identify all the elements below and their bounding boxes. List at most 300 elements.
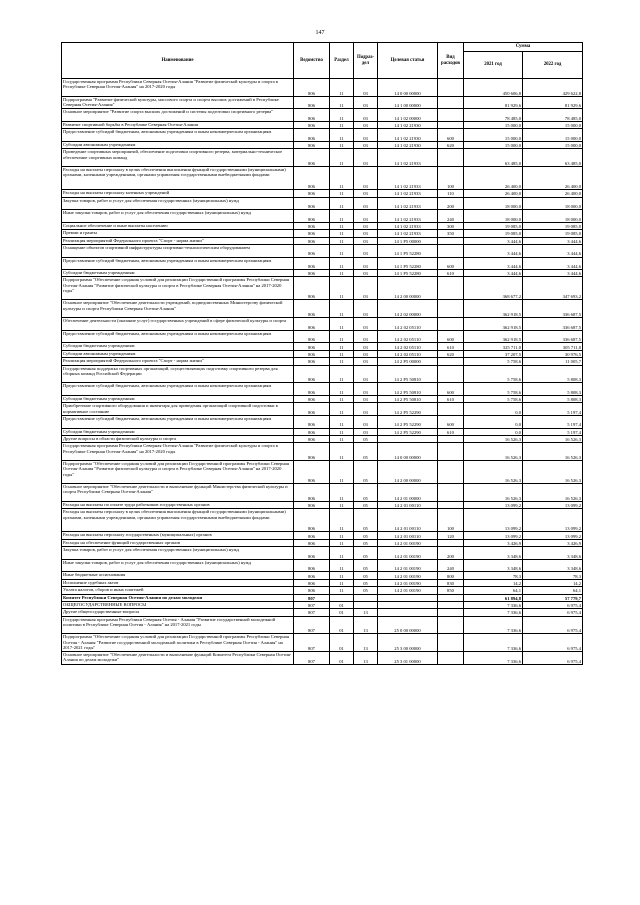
cell-target: 14 2 01 00110 [378, 532, 438, 539]
cell-exptype: 200 [438, 547, 464, 560]
cell-ministry: 806 [294, 270, 330, 277]
cell-ministry: 806 [294, 383, 330, 396]
cell-2021: 26 400,0 [464, 167, 523, 190]
cell-ministry: 806 [294, 121, 330, 128]
cell-target: 14 0 00 00000 [378, 443, 438, 461]
cell-2022: 429 622,8 [523, 79, 583, 97]
cell-section: 11 [330, 149, 354, 167]
cell-2021: 325 711,0 [464, 343, 523, 350]
cell-target: 14 2 P5 50810 [378, 396, 438, 403]
table-row [62, 484, 583, 502]
cell-name: Субсидии бюджетным учреждениям [62, 396, 294, 403]
header-2021: 2021 год [464, 52, 523, 79]
cell-subsection: 03 [354, 96, 378, 109]
cell-subsection: 05 [354, 579, 378, 586]
cell-target: 14 2 P5 50810 [378, 383, 438, 396]
cell-subsection: 03 [354, 129, 378, 142]
cell-2021: 64,1 [464, 587, 523, 594]
cell-ministry: 806 [294, 190, 330, 197]
cell-2021: 362 918,5 [464, 300, 523, 318]
cell-section: 11 [330, 109, 354, 122]
table-row [62, 197, 583, 210]
table-row [62, 547, 583, 560]
cell-2021: 78,3 [464, 572, 523, 579]
cell-subsection: 03 [354, 230, 378, 237]
cell-ministry: 806 [294, 79, 330, 97]
cell-2022: 6 975,4 [523, 616, 583, 634]
cell-section: 11 [330, 396, 354, 403]
header-target: Целевая статья [378, 43, 438, 79]
cell-ministry: 806 [294, 484, 330, 502]
cell-section: 11 [330, 428, 354, 435]
cell-subsection: 05 [354, 532, 378, 539]
cell-exptype [438, 277, 464, 300]
cell-2022: 18 000,0 [523, 197, 583, 210]
cell-subsection: 03 [354, 277, 378, 300]
table-row [62, 343, 583, 350]
cell-section: 11 [330, 79, 354, 97]
cell-name: Проведение спортивных мероприятий, обеспечение подготовки спортивного резерва, материально-техническое обеспечение спортивных команд [62, 149, 294, 167]
cell-2021: 13 099,2 [464, 501, 523, 508]
cell-2022: 15 000,0 [523, 129, 583, 142]
cell-section: 11 [330, 96, 354, 109]
cell-2022: 5 197,4 [523, 428, 583, 435]
cell-name: Приобретение спортивного оборудования и инвентаря для приведения организаций спортивной подготовки в нормативное состояние [62, 403, 294, 416]
cell-section: 11 [330, 350, 354, 357]
cell-exptype: 240 [438, 559, 464, 572]
cell-2022: 15 000,0 [523, 141, 583, 148]
table-row [62, 587, 583, 594]
table-row [62, 572, 583, 579]
cell-2021: 81 929,6 [464, 96, 523, 109]
cell-exptype [438, 237, 464, 244]
cell-exptype: 100 [438, 167, 464, 190]
cell-subsection: 05 [354, 559, 378, 572]
cell-section: 01 [330, 609, 354, 616]
cell-2022: 336 687,5 [523, 318, 583, 331]
cell-section: 11 [330, 197, 354, 210]
cell-2022: 78 485,0 [523, 109, 583, 122]
cell-section: 11 [330, 501, 354, 508]
cell-2021: 13 099,2 [464, 532, 523, 539]
cell-subsection: 05 [354, 587, 378, 594]
cell-2022: 13 099,2 [523, 509, 583, 532]
cell-ministry: 806 [294, 222, 330, 229]
cell-exptype: 600 [438, 330, 464, 343]
cell-target: 14 2 02 05110 [378, 318, 438, 331]
cell-section: 11 [330, 572, 354, 579]
cell-exptype [438, 501, 464, 508]
table-row [62, 559, 583, 572]
cell-2022: 5 808,3 [523, 383, 583, 396]
cell-ministry: 806 [294, 141, 330, 148]
cell-exptype [438, 443, 464, 461]
cell-name: Подпрограмма "Обеспечение создания условий для реализации Государственной программы Республики Северная Осетия - Алания "Развитие государственной молодежной политики в Республике Северная Осетия - Алания" на 2017-2021 годы" [62, 634, 294, 652]
cell-subsection: 03 [354, 383, 378, 396]
cell-2021: 78 485,0 [464, 109, 523, 122]
cell-name: Реализация мероприятий Федерального проекта "Спорт - норма жизни" [62, 358, 294, 365]
table-row [62, 277, 583, 300]
cell-ministry: 807 [294, 601, 330, 608]
cell-subsection: 03 [354, 403, 378, 416]
cell-exptype [438, 365, 464, 383]
table-row [62, 358, 583, 365]
cell-ministry: 806 [294, 210, 330, 223]
cell-ministry: 806 [294, 365, 330, 383]
cell-target: 14 2 01 00190 [378, 559, 438, 572]
cell-section: 11 [330, 277, 354, 300]
cell-ministry: 806 [294, 547, 330, 560]
cell-exptype [438, 609, 464, 616]
cell-target: 14 1 02 21930 [378, 141, 438, 148]
cell-section: 11 [330, 318, 354, 331]
cell-2021: 3 444,6 [464, 270, 523, 277]
cell-target: 14 2 P5 50810 [378, 365, 438, 383]
cell-2021: 16 526,3 [464, 461, 523, 484]
cell-name: Субсидии автономным учреждениям [62, 141, 294, 148]
cell-subsection: 03 [354, 257, 378, 270]
cell-target: 14 2 02 05110 [378, 330, 438, 343]
cell-exptype: 300 [438, 222, 464, 229]
cell-name: Расходы на выплаты персоналу в целях обеспечения выполнения функций государственными (муниципальными) органами, казенными учреждениями, органами управления государственными внебюджетными фондами [62, 509, 294, 532]
cell-2022: 347 693,2 [523, 277, 583, 300]
cell-exptype [438, 358, 464, 365]
cell-ministry: 806 [294, 197, 330, 210]
cell-section: 11 [330, 129, 354, 142]
table-row [62, 109, 583, 122]
table-row [62, 300, 583, 318]
cell-exptype [438, 403, 464, 416]
cell-exptype: 610 [438, 396, 464, 403]
cell-target: 14 2 P5 00000 [378, 358, 438, 365]
cell-2022: 26 400,0 [523, 167, 583, 190]
table-row [62, 318, 583, 331]
cell-name: Государственная программа Республики Северная Осетия-Алания "Развитие физической культуры и спорта в Республике Северная Осетия-Алания" на 2017-2020 годы [62, 443, 294, 461]
cell-exptype: 610 [438, 428, 464, 435]
cell-section: 11 [330, 230, 354, 237]
cell-section: 11 [330, 141, 354, 148]
cell-exptype [438, 96, 464, 109]
cell-exptype: 600 [438, 129, 464, 142]
cell-exptype [438, 616, 464, 634]
cell-name: Субсидии бюджетным учреждениям [62, 428, 294, 435]
cell-2022: 3 348,6 [523, 547, 583, 560]
cell-subsection: 03 [354, 270, 378, 277]
cell-section: 11 [330, 167, 354, 190]
cell-subsection: 03 [354, 222, 378, 229]
cell-2021: 368 677,2 [464, 277, 523, 300]
cell-2022: 6 975,4 [523, 634, 583, 652]
cell-target: 14 1 P5 52280 [378, 270, 438, 277]
cell-name: Закупка товаров, работ и услуг для обеспечения государственных (муниципальных) нужд [62, 197, 294, 210]
header-subsection: Подраз-дел [354, 43, 378, 79]
cell-section: 11 [330, 403, 354, 416]
cell-section: 11 [330, 547, 354, 560]
cell-subsection: 03 [354, 330, 378, 343]
cell-2021: 450 606,8 [464, 79, 523, 97]
cell-exptype: 830 [438, 579, 464, 586]
cell-2021: 5 758,6 [464, 383, 523, 396]
cell-target: 14 0 00 00000 [378, 79, 438, 97]
table-row [62, 167, 583, 190]
cell-2021: 3 348,6 [464, 559, 523, 572]
cell-2021: 362 918,5 [464, 330, 523, 343]
cell-section: 11 [330, 443, 354, 461]
cell-section: 11 [330, 587, 354, 594]
cell-section: 11 [330, 484, 354, 502]
cell-2022: 16 526,3 [523, 461, 583, 484]
cell-target: 14 2 02 05110 [378, 343, 438, 350]
cell-2021: 15 000,0 [464, 129, 523, 142]
cell-section: 11 [330, 343, 354, 350]
cell-2022: 6 975,4 [523, 652, 583, 665]
cell-target: 25 0 00 00000 [378, 616, 438, 634]
cell-name: Реализация мероприятий Федерального проекта "Спорт - норма жизни" [62, 237, 294, 244]
cell-name: Государственная программа Республики Северная Осетия - Алания "Развитие государственной молодежной политики в Республике Северная Осетия - Алания" на 2017-2021 годы [62, 616, 294, 634]
header-name: Наименование [62, 43, 294, 79]
cell-subsection: 13 [354, 652, 378, 665]
cell-subsection: 03 [354, 396, 378, 403]
cell-2022: 26 400,0 [523, 190, 583, 197]
cell-exptype [438, 461, 464, 484]
cell-exptype [438, 601, 464, 608]
cell-ministry: 806 [294, 396, 330, 403]
table-row [62, 244, 583, 257]
cell-ministry: 806 [294, 129, 330, 142]
cell-2022: 57 779,7 [523, 594, 583, 601]
cell-name: Иные закупки товаров, работ и услуг для обеспечения государственных (муниципальных) нужд [62, 559, 294, 572]
cell-exptype: 200 [438, 197, 464, 210]
cell-target: 14 2 02 00000 [378, 300, 438, 318]
table-row [62, 461, 583, 484]
table-row [62, 365, 583, 383]
table-row [62, 539, 583, 546]
cell-2021: 16 526,3 [464, 436, 523, 443]
cell-2021: 13 099,2 [464, 509, 523, 532]
cell-2022: 18 000,0 [523, 210, 583, 223]
cell-2021: 5 758,6 [464, 365, 523, 383]
cell-ministry: 806 [294, 149, 330, 167]
cell-exptype: 600 [438, 257, 464, 270]
cell-section: 11 [330, 416, 354, 429]
table-row [62, 416, 583, 429]
header-2022: 2022 год [523, 52, 583, 79]
cell-2021: 0,0 [464, 416, 523, 429]
table-row [62, 190, 583, 197]
cell-subsection: 05 [354, 539, 378, 546]
cell-section: 11 [330, 579, 354, 586]
cell-2022: 15 000,0 [523, 121, 583, 128]
header-section: Раздел [330, 43, 354, 79]
cell-name: Премии и гранты [62, 230, 294, 237]
cell-ministry: 806 [294, 230, 330, 237]
cell-section: 01 [330, 601, 354, 608]
cell-2021: 7 336,6 [464, 609, 523, 616]
cell-target: 14 2 01 00190 [378, 539, 438, 546]
table-row [62, 383, 583, 396]
cell-exptype [438, 300, 464, 318]
cell-target: 14 1 02 21930 [378, 121, 438, 128]
cell-2021: 61 894,8 [464, 594, 523, 601]
cell-target: 14 2 01 00110 [378, 509, 438, 532]
cell-2022: 64,1 [523, 587, 583, 594]
cell-ministry: 806 [294, 350, 330, 357]
cell-subsection: 03 [354, 121, 378, 128]
cell-exptype: 600 [438, 383, 464, 396]
header-ministry: Ведомство [294, 43, 330, 79]
cell-target: 14 2 P5 52290 [378, 428, 438, 435]
cell-section: 11 [330, 270, 354, 277]
cell-ministry: 806 [294, 167, 330, 190]
cell-ministry: 807 [294, 616, 330, 634]
table-row [62, 257, 583, 270]
cell-exptype [438, 634, 464, 652]
cell-name: Предоставление субсидий бюджетным, автономным учреждениям и иным некоммерческим организациям [62, 257, 294, 270]
cell-subsection: 03 [354, 141, 378, 148]
table-row [62, 594, 583, 601]
cell-section: 11 [330, 383, 354, 396]
cell-ministry: 806 [294, 428, 330, 435]
cell-target: 14 2 01 00190 [378, 547, 438, 560]
cell-exptype: 620 [438, 350, 464, 357]
cell-subsection: 05 [354, 572, 378, 579]
cell-2021: 5 758,6 [464, 358, 523, 365]
cell-2021: 63 485,0 [464, 149, 523, 167]
cell-target: 14 1 02 21933 [378, 167, 438, 190]
cell-section: 11 [330, 436, 354, 443]
cell-subsection: 03 [354, 167, 378, 190]
header-exptype: Вид расходов [438, 43, 464, 79]
cell-ministry: 806 [294, 96, 330, 109]
cell-2021: 18 000,0 [464, 210, 523, 223]
cell-ministry: 806 [294, 509, 330, 532]
cell-name: Оснащение объектов спортивной инфраструктуры спортивно-технологическим оборудованием [62, 244, 294, 257]
cell-2021: 3 444,6 [464, 257, 523, 270]
cell-2021: 7 336,6 [464, 652, 523, 665]
cell-subsection [354, 594, 378, 601]
cell-section: 11 [330, 300, 354, 318]
cell-ministry: 806 [294, 443, 330, 461]
cell-exptype [438, 109, 464, 122]
cell-ministry: 806 [294, 559, 330, 572]
cell-name: Субсидии автономным учреждениям [62, 350, 294, 357]
cell-2022: 5 197,4 [523, 416, 583, 429]
cell-target: 14 1 02 00000 [378, 109, 438, 122]
cell-ministry: 806 [294, 587, 330, 594]
cell-2022: 16 526,3 [523, 436, 583, 443]
cell-2021: 7 336,6 [464, 634, 523, 652]
cell-ministry: 806 [294, 343, 330, 350]
table-row [62, 79, 583, 97]
cell-ministry: 806 [294, 532, 330, 539]
cell-section: 11 [330, 257, 354, 270]
cell-section: 11 [330, 365, 354, 383]
table-row [62, 129, 583, 142]
table-row [62, 652, 583, 665]
cell-section: 11 [330, 330, 354, 343]
table-row [62, 634, 583, 652]
cell-exptype [438, 594, 464, 601]
cell-2022: 63 485,0 [523, 149, 583, 167]
cell-subsection: 03 [354, 197, 378, 210]
cell-2021: 19 085,0 [464, 222, 523, 229]
cell-2022: 78,3 [523, 572, 583, 579]
cell-name: Развитие спортивной борьбы в Республике Северная Осетия-Алания [62, 121, 294, 128]
cell-name: Иные бюджетные ассигнования [62, 572, 294, 579]
cell-2022: 305 711,0 [523, 343, 583, 350]
cell-ministry: 806 [294, 572, 330, 579]
cell-name: Основное мероприятие "Обеспечение деятельности и выполнение функций Комитета Республики Северная Осетия-Алания по делам молодежи" [62, 652, 294, 665]
cell-target: 14 1 P5 52280 [378, 257, 438, 270]
cell-section: 11 [330, 532, 354, 539]
cell-2022: 3 444,6 [523, 257, 583, 270]
cell-subsection: 03 [354, 428, 378, 435]
table-row [62, 532, 583, 539]
cell-target: 14 2 00 00000 [378, 277, 438, 300]
cell-subsection: 03 [354, 365, 378, 383]
cell-section [330, 594, 354, 601]
cell-2021: 7 336,6 [464, 601, 523, 608]
cell-ministry: 806 [294, 416, 330, 429]
table-header [62, 43, 583, 79]
cell-exptype [438, 79, 464, 97]
table-row [62, 428, 583, 435]
cell-name: Основное мероприятие "Развитие спорта высших достижений и системы подготовки спортивного резерва" [62, 109, 294, 122]
cell-exptype [438, 539, 464, 546]
cell-2021: 7 336,6 [464, 616, 523, 634]
cell-exptype: 240 [438, 210, 464, 223]
cell-target: 14 1 00 00000 [378, 96, 438, 109]
cell-exptype: 110 [438, 190, 464, 197]
cell-ministry: 806 [294, 403, 330, 416]
cell-name: Расходы на выплаты по оплате труда работников государственных органов [62, 501, 294, 508]
table-row [62, 436, 583, 443]
cell-name: Исполнение судебных актов [62, 579, 294, 586]
cell-subsection: 05 [354, 436, 378, 443]
cell-2022: 16 526,3 [523, 443, 583, 461]
cell-subsection: 05 [354, 501, 378, 508]
cell-exptype: 610 [438, 270, 464, 277]
header-amount: Сумма [464, 43, 583, 52]
cell-2022: 11 005,7 [523, 358, 583, 365]
cell-2022: 3 444,6 [523, 244, 583, 257]
cell-section: 11 [330, 539, 354, 546]
cell-exptype [438, 244, 464, 257]
cell-target: 14 2 P5 52290 [378, 403, 438, 416]
cell-ministry: 806 [294, 579, 330, 586]
cell-2022: 5 197,4 [523, 403, 583, 416]
table-row [62, 330, 583, 343]
cell-2021: 16 526,3 [464, 484, 523, 502]
cell-name: ОБЩЕГОСУДАРСТВЕННЫЕ ВОПРОСЫ [62, 601, 294, 608]
cell-target: 14 2 01 00110 [378, 501, 438, 508]
table-row [62, 222, 583, 229]
budget-table [61, 42, 583, 665]
cell-target: 14 1 02 21933 [378, 222, 438, 229]
cell-name: Другие вопросы в области физической культуры и спорта [62, 436, 294, 443]
cell-2021: 19 085,0 [464, 230, 523, 237]
cell-2022: 16 526,3 [523, 484, 583, 502]
table-row [62, 509, 583, 532]
cell-2021: 5 758,6 [464, 396, 523, 403]
cell-subsection: 05 [354, 484, 378, 502]
cell-subsection: 05 [354, 547, 378, 560]
cell-target: 14 2 00 00000 [378, 461, 438, 484]
cell-target: 14 1 02 21933 [378, 230, 438, 237]
cell-section: 11 [330, 358, 354, 365]
cell-2022: 5 808,3 [523, 365, 583, 383]
cell-2022: 3 426,9 [523, 539, 583, 546]
